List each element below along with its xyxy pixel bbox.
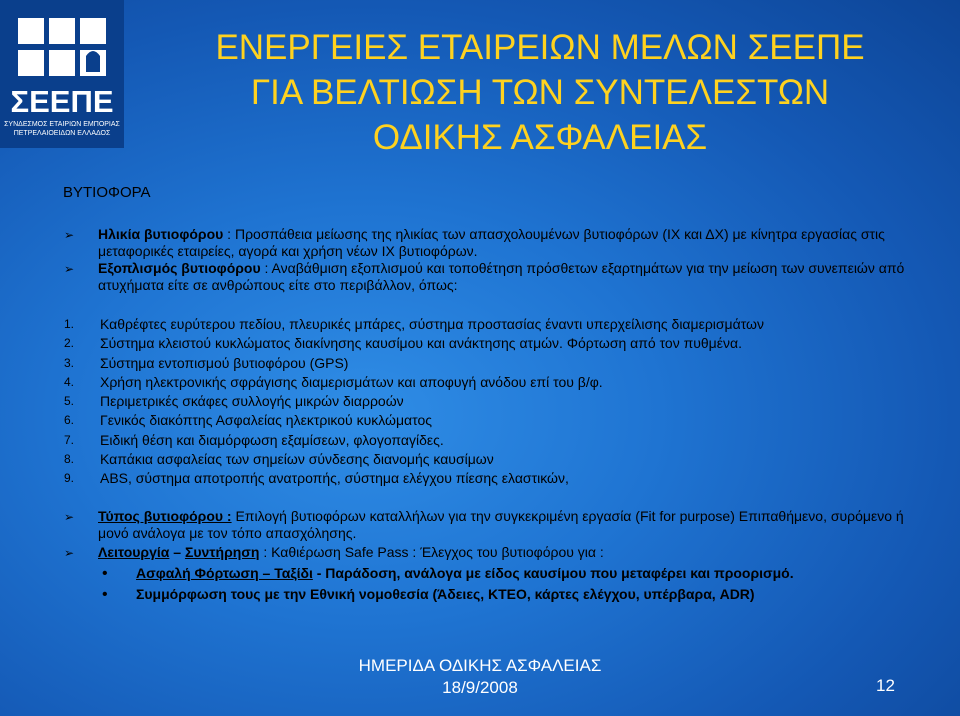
logo-subtitle-line: ΣΥΝΔΕΣΜΟΣ ΕΤΑΙΡΙΩΝ ΕΜΠΟΡΙΑΣ (4, 121, 120, 128)
arrow-bullet-icon: ➢ (64, 228, 75, 242)
bullet-bold: Εξοπλισμός βυτιοφόρου (98, 260, 261, 276)
item-text: Καπάκια ασφαλείας των σημείων σύνδεσης διανομής καυσίμων (100, 451, 494, 468)
item-number: 4. (64, 374, 75, 389)
sub-list-item (64, 586, 914, 603)
bullet-text: : Αναβάθμιση εξοπλισμού και τοποθέτηση πρόσθετων εξαρτημάτων για την μείωση των συνεπειών από ατυχήματα είτε σε ανθρώπους είτε στο περιβάλλον, όπως: (98, 260, 905, 293)
item-number: 3. (64, 355, 75, 370)
item-text: Χρήση ηλεκτρονικής σφράγισης διαμερισμάτων και αποφυγή ανόδου επί του β/φ. (100, 373, 603, 390)
section-heading: ΒΥΤΙΟΦΟΡΑ (63, 184, 151, 201)
sub-item-text: Συμμόρφωση τους με την Εθνική νομοθεσία (Άδειες, ΚΤΕΟ, κάρτες ελέγχου, υπέρβαρα, ADR) (136, 586, 755, 602)
title-line-3: ΟΔΙΚΗΣ ΑΣΦΑΛΕΙΑΣ (372, 118, 708, 157)
list-item (64, 226, 914, 260)
numbered-list (64, 315, 914, 489)
title-line-1: ΕΝΕΡΓΕΙΕΣ ΕΤΑΙΡΕΙΩΝ ΜΕΛΩΝ ΣΕΕΠΕ (215, 28, 865, 67)
bullet-bold: Συντήρηση (184, 544, 260, 560)
numbered-item (64, 373, 914, 392)
arrow-bullet-icon: ➢ (64, 510, 75, 524)
logo (0, 0, 124, 148)
logo-subtitle (0, 120, 124, 138)
sub-item-text: - Παράδοση, ανάλογα με είδος καυσίμου που μεταφέρει και προορισμό. (312, 565, 794, 581)
item-text: Σύστημα εντοπισμού βυτιοφόρου (GPS) (100, 354, 349, 371)
numbered-item (64, 431, 914, 450)
dot-bullet-icon: • (102, 586, 108, 603)
item-text: ABS, σύστημα αποτροπής ανατροπής, σύστημα ελέγχου πίεσης ελαστικών, (100, 470, 569, 487)
numbered-item (64, 315, 914, 334)
bullet-text: : Καθιέρωση Safe Pass : Έλεγχος του βυτιοφόρου για : (259, 544, 604, 560)
title-line-2: ΓΙΑ ΒΕΛΤΙΩΣΗ ΤΩΝ ΣΥΝΤΕΛΕΣΤΩΝ (250, 73, 830, 112)
bullet-bold: Ηλικία βυτιοφόρου (98, 226, 224, 242)
item-number: 1. (64, 317, 75, 331)
item-number: 8. (64, 452, 75, 467)
numbered-item (64, 469, 914, 488)
footer-date: 18/9/2008 (442, 678, 518, 697)
item-text: Περιμετρικές σκάφες συλλογής μικρών διαρροών (100, 393, 404, 410)
sub-list-item (64, 565, 914, 582)
list-item (64, 260, 914, 294)
numbered-item (64, 411, 914, 430)
slide-title (150, 25, 930, 160)
item-number: 6. (64, 413, 75, 428)
item-number: 2. (64, 336, 75, 351)
item-number: 7. (64, 432, 75, 447)
sub-item-underlined: Ασφαλή Φόρτωση – Ταξίδι (136, 565, 313, 581)
page-number: 12 (876, 676, 895, 695)
item-text: Ειδική θέση και διαμόρφωση εξαμίσεων, φλογοπαγίδες. (100, 431, 444, 448)
numbered-item (64, 392, 914, 411)
logo-subtitle-line: ΠΕΤΡΕΛΑΙΟΕΙΔΩΝ ΕΛΛΑΔΟΣ (13, 130, 111, 137)
list-item (64, 544, 914, 562)
bullet-list-top (64, 226, 914, 294)
item-number: 9. (64, 471, 75, 486)
logo-abbreviation: ΣΕΕΠΕ (10, 84, 114, 119)
arrow-bullet-icon: ➢ (64, 262, 75, 276)
logo-graphic (16, 16, 108, 82)
bullet-bold: Τύπος βυτιοφόρου : (98, 508, 232, 524)
item-text: Σύστημα κλειστού κυκλώματος διακίνησης καυσίμου και ανάκτησης ατμών. Φόρτωση από τον πυθμένα. (100, 335, 742, 352)
arrow-bullet-icon: ➢ (64, 546, 75, 560)
bullet-text: Επιλογή βυτιοφόρων καταλλήλων για την συγκεκριμένη εργασία (Fit for purpose) Επιπαθήμενο, συρόμενο ή μονό ανάλογα με τον τόπο απασχόλησης. (98, 508, 904, 541)
list-item (64, 508, 914, 542)
numbered-item (64, 334, 914, 353)
dot-bullet-icon: • (102, 565, 108, 582)
item-text: Καθρέφτες ευρύτερου πεδίου, πλευρικές μπάρες, σύστημα προστασίας έναντι υπερχείλισης διαμερισμάτων (100, 316, 764, 332)
item-number: 5. (64, 394, 75, 409)
item-text: Γενικός διακόπτης Ασφαλείας ηλεκτρικού κυκλώματος (100, 412, 432, 429)
bullet-list-bottom (64, 508, 914, 603)
footer-event: ΗΜΕΡΙΔΑ ΟΔΙΚΗΣ ΑΣΦΑΛΕΙΑΣ (358, 656, 602, 675)
bullet-bold: Λειτουργία (98, 544, 170, 560)
bullet-separator: – (169, 544, 185, 560)
numbered-item (64, 450, 914, 469)
bullet-text: : Προσπάθεια μείωσης της ηλικίας των απασχολουμένων βυτιοφόρων (ΙΧ και ΔΧ) με κίνητρα εργασίας στις μεταφορικές εταιρείες, αγορά και χρήση νέων ΙΧ βυτιοφόρων. (98, 226, 885, 259)
numbered-item (64, 354, 914, 373)
